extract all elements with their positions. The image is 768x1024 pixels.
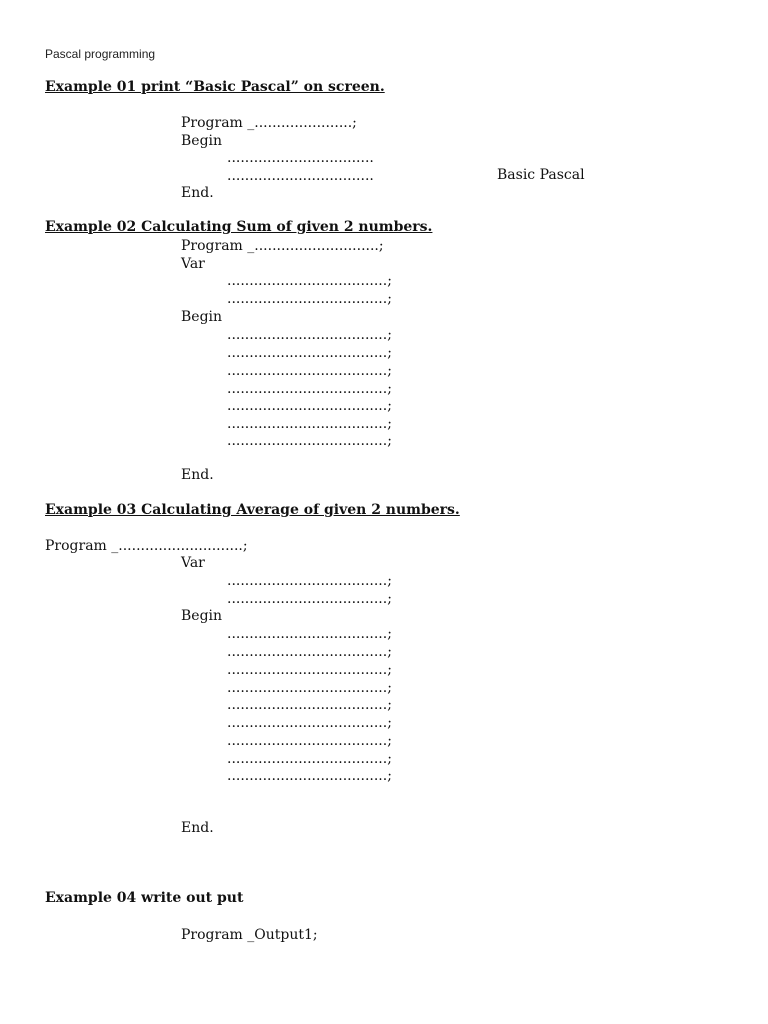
ex3-statement-line: ....................................; bbox=[227, 733, 392, 749]
ex1-blank-line: ................................. bbox=[227, 150, 374, 166]
ex2-statement-line: ....................................; bbox=[227, 363, 392, 379]
ex1-blank-line: ................................. bbox=[227, 168, 374, 184]
ex2-begin: Begin bbox=[181, 309, 223, 325]
ex3-begin: Begin bbox=[181, 608, 223, 624]
ex2-var: Var bbox=[181, 256, 205, 272]
ex2-var-line: ....................................; bbox=[227, 273, 392, 289]
ex1-begin: Begin bbox=[181, 133, 223, 149]
ex2-program-line: Program _............................; bbox=[181, 238, 384, 254]
ex2-statement-line: ....................................; bbox=[227, 433, 392, 449]
ex3-statement-line: ....................................; bbox=[227, 644, 392, 660]
ex2-statement-line: ....................................; bbox=[227, 398, 392, 414]
ex1-output-text: Basic Pascal bbox=[497, 167, 585, 183]
ex4-program-line: Program _Output1; bbox=[181, 927, 318, 943]
example-03-heading: Example 03 Calculating Average of given 2 numbers. bbox=[45, 502, 460, 518]
ex3-program-line: Program _............................; bbox=[45, 538, 248, 554]
ex3-statement-line: ....................................; bbox=[227, 715, 392, 731]
example-01-heading: Example 01 print “Basic Pascal” on screen. bbox=[45, 79, 385, 95]
ex2-statement-line: ....................................; bbox=[227, 327, 392, 343]
ex3-statement-line: ....................................; bbox=[227, 626, 392, 642]
ex1-end: End. bbox=[181, 185, 214, 201]
ex3-end: End. bbox=[181, 820, 214, 836]
example-02-heading: Example 02 Calculating Sum of given 2 numbers. bbox=[45, 219, 433, 235]
ex3-var-line: ....................................; bbox=[227, 573, 392, 589]
ex3-var-line: ....................................; bbox=[227, 591, 392, 607]
ex2-end: End. bbox=[181, 467, 214, 483]
ex2-statement-line: ....................................; bbox=[227, 345, 392, 361]
ex2-statement-line: ....................................; bbox=[227, 381, 392, 397]
ex3-statement-line: ....................................; bbox=[227, 768, 392, 784]
ex3-statement-line: ....................................; bbox=[227, 697, 392, 713]
ex3-var: Var bbox=[181, 555, 205, 571]
ex2-statement-line: ....................................; bbox=[227, 416, 392, 432]
page-header: Pascal programming bbox=[45, 47, 156, 61]
example-04-heading: Example 04 write out put bbox=[45, 890, 244, 906]
ex3-statement-line: ....................................; bbox=[227, 680, 392, 696]
ex2-var-line: ....................................; bbox=[227, 291, 392, 307]
ex3-statement-line: ....................................; bbox=[227, 751, 392, 767]
ex1-program-line: Program _......................; bbox=[181, 115, 357, 131]
ex3-statement-line: ....................................; bbox=[227, 662, 392, 678]
